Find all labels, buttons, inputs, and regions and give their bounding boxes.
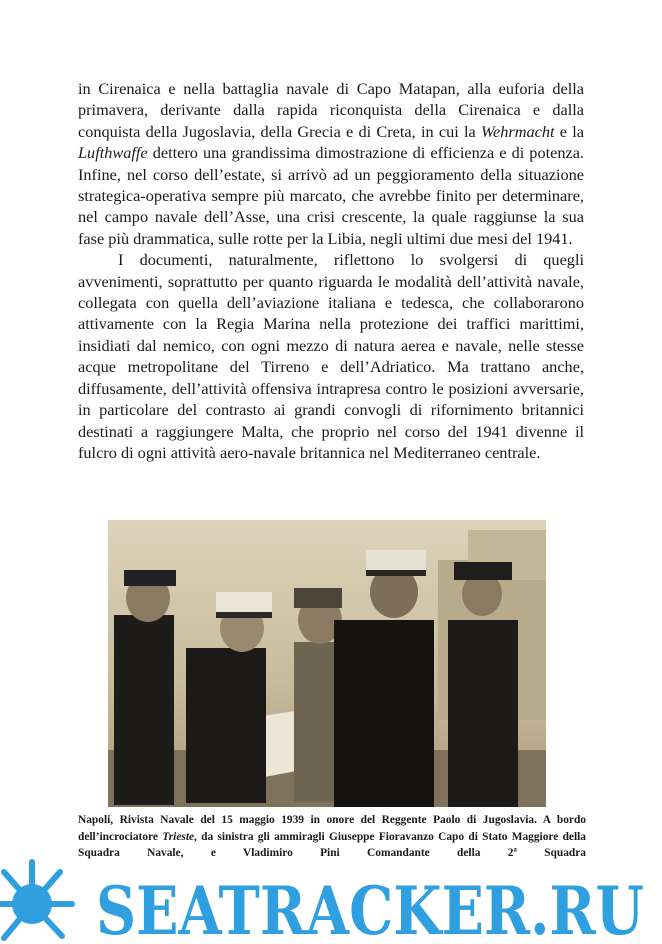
text-run: , da sinistra gli ammiragli Giuseppe Fioravanzo Capo di Stato Maggiore della Squadra Navale, e Vladimiro Pini Comandante della 2ª Squadra — [78, 830, 586, 859]
italic-run: Trieste — [162, 830, 195, 843]
text-run: I documenti, naturalmente, riflettono lo svolgersi di quegli avvenimenti, soprattutto per quanto riguarda le modalità dell’attività navale, collegata con quella dell’aviazione italiana e tedesca, che collaborarono attivamente con la Regia Marina nella protezione dei traffici marittimi, insidiati dal nemico, con ogni mezzo di natura aerea e navale, nelle stesse acque metropolitane del Tirreno e dell’Adriatico. Ma trattano anche, diffusamente, dell’attività offensiva intrapresa contro le posizioni avversarie, in particolare del contrasto ai grandi convogli di rifornimento britannici destinati a raggiungere Malta, che proprio nel corso del 1941 divenne il fulcro di ogni attività aero-navale britannica nel Mediterraneo centrale. — [78, 250, 584, 462]
paragraph-2 — [78, 249, 584, 463]
text-run: e la — [554, 121, 584, 141]
photograph-naval-officers — [108, 520, 546, 807]
paragraph-1 — [78, 78, 584, 249]
italic-run: Wehrmacht — [480, 121, 555, 141]
photograph — [108, 520, 546, 807]
watermark — [0, 858, 662, 944]
italic-run: Lufthwaffe — [78, 143, 148, 163]
body-text — [78, 78, 584, 463]
text-run: in Cirenaica e nella battaglia navale di Capo Matapan, alla euforia della primavera, derivante dalla rapida riconquista della Cirenaica e dalla conquista della Jugoslavia, della Grecia e di Creta, in cui la — [78, 79, 584, 141]
watermark-text: SEATRACKER.RU — [96, 872, 644, 944]
text-run: dettero una grandissima dimostrazione di efficienza e di potenza. Infine, nel corso dell’estate, si arrivò ad un peggioramento della situazione strategica-operativa sempre più marcato, che avrebbe finito per determinare, nel campo navale dell’Asse, una crisi crescente, la quale raggiunse la sua fase più drammatica, sulle rotte per la Libia, negli ultimi due mesi del 1941. — [78, 143, 584, 248]
sun-icon — [0, 862, 72, 938]
photo-caption — [78, 812, 586, 862]
text-run: Napoli, Rivista Navale del 15 maggio 1939 in onore del Reggente Paolo di Jugoslavia. A bordo dell’incrociatore — [78, 814, 586, 843]
